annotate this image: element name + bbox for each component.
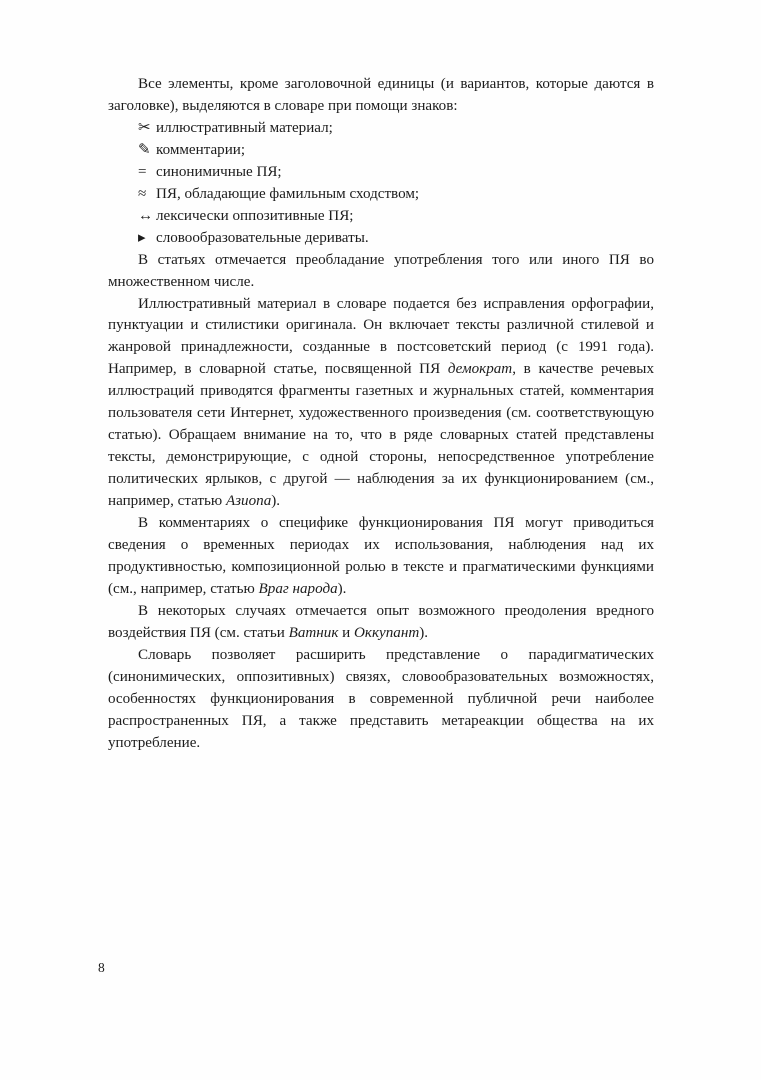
legend-item-label: ПЯ, обладающие фамильным сходством; xyxy=(156,185,420,202)
approximately-equal-icon: ≈ xyxy=(138,185,147,202)
legend-item-label: словообразовательные дериваты. xyxy=(156,229,369,246)
triangle-right-icon: ▸ xyxy=(138,229,146,246)
page-text-body xyxy=(108,74,654,755)
text-run: В комментариях о специфике функционирования ПЯ могут приводиться сведения о временных периодах их использования, наблюдения над их продуктивностью, композиционной ролью в тексте и прагматическими функциями (см., например, статью xyxy=(108,515,654,597)
italic-term: Азиопа xyxy=(225,493,272,510)
italic-term: Оккупант xyxy=(354,624,420,641)
legend-item-label: лексически оппозитивные ПЯ; xyxy=(156,207,354,224)
pencil-icon: ✎ xyxy=(138,141,151,158)
symbol-legend-list xyxy=(108,118,654,250)
legend-item xyxy=(108,140,654,162)
paragraph-plural-usage: В статьях отмечается преобладание употребления того или иного ПЯ во множественном числе. xyxy=(108,251,654,290)
paragraph-illustrative-material xyxy=(108,294,654,514)
text-run: Словарь позволяет расширить представление о парадигматических (синонимических, оппозитивных) связях, словообразовательных возможностях, особенностях функционирования в современной публичной речи наиболее распространенных ПЯ, а также представить метареакции общества на их употребление. xyxy=(108,646,654,751)
text-run: ). xyxy=(271,493,281,510)
text-run: ). xyxy=(337,580,347,597)
page-number: 8 xyxy=(98,960,105,975)
text-run: ). xyxy=(419,624,429,641)
legend-item xyxy=(108,206,654,228)
italic-term: Враг народа xyxy=(258,580,338,597)
legend-item-label: иллюстративный материал; xyxy=(156,119,333,136)
legend-item-label: комментарии; xyxy=(156,141,246,158)
legend-item xyxy=(108,184,654,206)
legend-item xyxy=(108,162,654,184)
italic-term: Ватник xyxy=(288,624,339,641)
scissors-icon: ✂ xyxy=(138,119,151,136)
text-run: Иллюстративный материал в словаре подается без исправления орфографии, пунктуации и стилистики оригинала. Он включает тексты различной стилевой и жанровой принадлежности, созданные в постсоветский период (с 1991 года). Например, в словарной статье, посвященной ПЯ xyxy=(108,295,654,378)
legend-item-label: синонимичные ПЯ; xyxy=(156,163,282,180)
paragraph-dictionary-summary xyxy=(108,645,654,755)
italic-term: демократ xyxy=(447,361,513,378)
paragraph-commentary xyxy=(108,513,654,601)
text-run: , в качестве речевых иллюстраций приводятся фрагменты газетных и журнальных статей, комментария пользователя сети Интернет, художественного произведения (см. соответствующую статью). Обращаем внимание на то, что в ряде словарных статей представлены тексты, демонстрирующие, с одной стороны, непосредственное употребление политических ярлыков, с другой — наблюдения за их функционированием (см., например, статью xyxy=(108,361,654,510)
text-run: и xyxy=(338,624,355,641)
legend-item xyxy=(108,228,654,250)
left-right-arrow-icon: ↔ xyxy=(138,207,154,224)
legend-item xyxy=(108,118,654,140)
paragraph-intro: Все элементы, кроме заголовочной единицы (и вариантов, которые даются в заголовке), выделяются в словаре при помощи знаков: xyxy=(108,76,654,114)
equals-icon: = xyxy=(138,163,147,180)
paragraph-overcoming xyxy=(108,601,654,645)
text-run: В некоторых случаях отмечается опыт возможного преодоления вредного воздействия ПЯ (см. статьи xyxy=(108,602,654,641)
